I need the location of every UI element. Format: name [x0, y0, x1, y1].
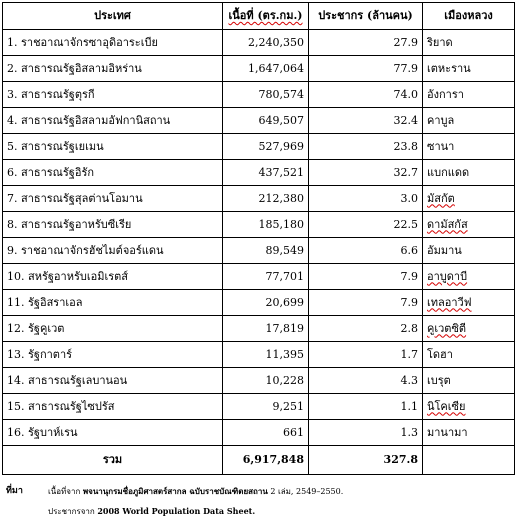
source-line-area — [48, 486, 343, 497]
country-name-cell: 7. สาธารณรัฐสุลต่านโอมาน — [3, 186, 223, 212]
population-cell: 4.3 — [309, 368, 423, 394]
table-row — [3, 56, 515, 82]
country-name-cell: 4. สาธารณรัฐอิสลามอัฟกานิสถาน — [3, 108, 223, 134]
area-cell: 649,507 — [223, 108, 309, 134]
population-cell: 32.4 — [309, 108, 423, 134]
source-line-population — [48, 506, 255, 517]
population-cell: 32.7 — [309, 160, 423, 186]
capital-text: อาบูดาบี — [427, 269, 468, 283]
area-cell: 11,395 — [223, 342, 309, 368]
area-cell: 89,549 — [223, 238, 309, 264]
capital-cell: เบรุต — [423, 368, 515, 394]
table-container — [2, 2, 515, 475]
country-name-cell: 14. สาธารณรัฐเลบานอน — [3, 368, 223, 394]
table-row — [3, 108, 515, 134]
population-cell: 27.9 — [309, 30, 423, 56]
capital-text: มัสกัต — [427, 191, 455, 205]
country-name-cell: 2. สาธารณรัฐอิสลามอิหร่าน — [3, 56, 223, 82]
population-cell: 1.3 — [309, 420, 423, 446]
capital-cell — [423, 186, 515, 212]
table-row — [3, 394, 515, 420]
table-row — [3, 342, 515, 368]
population-cell: 6.6 — [309, 238, 423, 264]
country-name-cell: 10. สหรัฐอาหรับเอมิเรตส์ — [3, 264, 223, 290]
area-cell: 1,647,064 — [223, 56, 309, 82]
capital-cell: เตหะราน — [423, 56, 515, 82]
header-country: ประเทศ — [3, 3, 223, 30]
population-cell: 22.5 — [309, 212, 423, 238]
area-cell: 661 — [223, 420, 309, 446]
table-row — [3, 420, 515, 446]
country-name-cell: 11. รัฐอิสราเอล — [3, 290, 223, 316]
country-name-cell: 3. สาธารณรัฐตุรกี — [3, 82, 223, 108]
countries-table — [2, 2, 515, 475]
population-cell: 1.1 — [309, 394, 423, 420]
area-cell: 212,380 — [223, 186, 309, 212]
population-cell: 3.0 — [309, 186, 423, 212]
area-cell: 185,180 — [223, 212, 309, 238]
area-cell: 780,574 — [223, 82, 309, 108]
population-cell: 77.9 — [309, 56, 423, 82]
area-cell: 20,699 — [223, 290, 309, 316]
capital-cell — [423, 264, 515, 290]
source-line1-suffix: 2 เล่ม, 2549–2550. — [267, 487, 344, 496]
capital-cell: ซานา — [423, 134, 515, 160]
capital-cell: แบกแดด — [423, 160, 515, 186]
population-cell: 7.9 — [309, 264, 423, 290]
capital-text: เทลอาวีฟ — [427, 295, 472, 309]
table-row — [3, 212, 515, 238]
capital-cell — [423, 394, 515, 420]
total-area: 6,917,848 — [223, 446, 309, 475]
area-cell: 9,251 — [223, 394, 309, 420]
area-cell: 17,819 — [223, 316, 309, 342]
capital-cell: โดฮา — [423, 342, 515, 368]
country-name-cell: 13. รัฐกาตาร์ — [3, 342, 223, 368]
capital-text: นิโคเซีย — [427, 399, 466, 413]
area-cell: 527,969 — [223, 134, 309, 160]
source-line2-prefix: ประชากรจาก — [48, 507, 95, 516]
table-row — [3, 238, 515, 264]
source-line2-title: 2008 World Population Data Sheet. — [97, 506, 256, 516]
source-line1-prefix: เนื้อที่จาก — [48, 487, 81, 496]
header-capital: เมืองหลวง — [423, 3, 515, 30]
area-cell: 2,240,350 — [223, 30, 309, 56]
capital-cell: ริยาด — [423, 30, 515, 56]
table-row — [3, 290, 515, 316]
source-label: ที่มา — [6, 486, 23, 496]
table-header-row — [3, 3, 515, 30]
table-row — [3, 316, 515, 342]
capital-text: ดามัสกัส — [427, 217, 468, 231]
header-population: ประชากร (ล้านคน) — [309, 3, 423, 30]
total-row — [3, 446, 515, 475]
total-capital — [423, 446, 515, 475]
table-row — [3, 264, 515, 290]
capital-text: คูเวตซิตี — [427, 321, 467, 335]
country-name-cell: 12. รัฐคูเวต — [3, 316, 223, 342]
capital-cell: อัมมาน — [423, 238, 515, 264]
capital-cell: คาบูล — [423, 108, 515, 134]
total-population: 327.8 — [309, 446, 423, 475]
country-name-cell: 8. สาธารณรัฐอาหรับซีเรีย — [3, 212, 223, 238]
population-cell: 23.8 — [309, 134, 423, 160]
area-cell: 77,701 — [223, 264, 309, 290]
header-area: เนื้อที่ (ตร.กม.) — [223, 3, 309, 30]
area-cell: 437,521 — [223, 160, 309, 186]
country-name-cell: 5. สาธารณรัฐเยเมน — [3, 134, 223, 160]
area-cell: 10,228 — [223, 368, 309, 394]
source-line1-title: พจนานุกรมชื่อภูมิศาสตร์สากล ฉบับราชบัณฑิตยสถาน — [82, 486, 268, 496]
total-label: รวม — [3, 446, 223, 475]
table-row — [3, 30, 515, 56]
population-cell: 7.9 — [309, 290, 423, 316]
population-cell: 74.0 — [309, 82, 423, 108]
country-name-cell: 15. สาธารณรัฐไซปรัส — [3, 394, 223, 420]
country-name-cell: 6. สาธารณรัฐอิรัก — [3, 160, 223, 186]
table-body — [3, 30, 515, 446]
table-row — [3, 134, 515, 160]
table-row — [3, 160, 515, 186]
country-name-cell: 1. ราชอาณาจักรซาอุดิอาระเบีย — [3, 30, 223, 56]
population-cell: 2.8 — [309, 316, 423, 342]
country-name-cell: 16. รัฐบาห์เรน — [3, 420, 223, 446]
capital-cell: อังการา — [423, 82, 515, 108]
table-row — [3, 368, 515, 394]
country-name-cell: 9. ราชอาณาจักรฮัชไมต์จอร์แดน — [3, 238, 223, 264]
capital-cell — [423, 316, 515, 342]
capital-cell — [423, 212, 515, 238]
population-cell: 1.7 — [309, 342, 423, 368]
table-row — [3, 82, 515, 108]
capital-cell: มานามา — [423, 420, 515, 446]
table-row — [3, 186, 515, 212]
capital-cell — [423, 290, 515, 316]
